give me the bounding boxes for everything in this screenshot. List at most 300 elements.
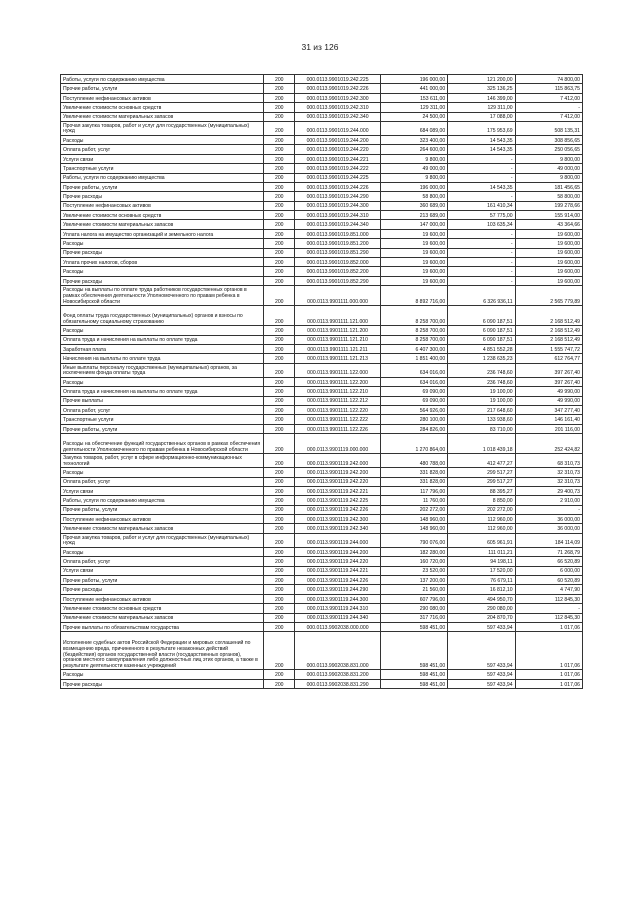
row-approved-cell: 634 016,00 [380,363,447,377]
row-remaining-cell: 2 168 512,49 [515,335,582,344]
row-kbk-cell: 000.0113.9901111.122.222 [295,415,380,424]
row-name-cell: Прочие работы, услуги [61,84,264,93]
table-row [61,112,583,121]
row-code-cell: 200 [264,248,295,257]
row-kbk-cell: 000.0113.9901019.851.290 [295,248,380,257]
row-code-cell: 200 [264,477,295,486]
row-code-cell: 200 [264,468,295,477]
row-approved-cell: 331 828,00 [380,468,447,477]
row-remaining-cell: 2 910,00 [515,496,582,505]
row-name-cell: Увеличение стоимости материальных запасов [61,220,264,229]
table-row [61,585,583,594]
row-code-cell: 200 [264,75,295,84]
row-executed-cell: 217 648,60 [448,405,515,414]
row-executed-cell: 412 477,27 [448,454,515,468]
row-code-cell: 200 [264,496,295,505]
row-code-cell: 200 [264,84,295,93]
row-executed-cell: - [448,173,515,182]
row-name-cell: Прочие расходы [61,192,264,201]
row-code-cell: 200 [264,396,295,405]
row-remaining-cell: 2 565 779,89 [515,286,582,306]
row-approved-cell: 19 600,00 [380,239,447,248]
table-row [61,276,583,285]
table-row [61,173,583,182]
table-row [61,424,583,433]
row-code-cell: 200 [264,424,295,433]
row-kbk-cell: 000.0113.9901119.242.200 [295,468,380,477]
row-code-cell: 200 [264,258,295,267]
row-kbk-cell: 000.0113.9901019.244.340 [295,220,380,229]
row-name-cell: Услуги связи [61,566,264,575]
row-kbk-cell: 000.0113.9901019.244.200 [295,135,380,144]
table-row [61,670,583,679]
row-code-cell: 200 [264,335,295,344]
row-code-cell: 200 [264,505,295,514]
row-remaining-cell: 250 056,65 [515,145,582,154]
table-row [61,164,583,173]
row-code-cell: 200 [264,434,295,454]
row-approved-cell: 19 600,00 [380,258,447,267]
row-approved-cell: 8 258 700,00 [380,306,447,326]
row-code-cell: 200 [264,566,295,575]
row-kbk-cell: 000.0113.9901119.242.300 [295,515,380,524]
row-code-cell: 200 [264,182,295,191]
row-kbk-cell: 000.0113.9901111.121.000 [295,306,380,326]
row-code-cell: 200 [264,173,295,182]
row-name-cell: Оплата труда и начисления на выплаты по оплате труда [61,335,264,344]
row-code-cell: 200 [264,211,295,220]
row-executed-cell: 1 238 635,23 [448,354,515,363]
row-name-cell: Уплата прочих налогов, сборов [61,258,264,267]
row-name-cell: Работы, услуги по содержанию имущества [61,75,264,84]
row-code-cell: 200 [264,229,295,238]
row-name-cell: Прочие работы, услуги [61,505,264,514]
table-row [61,613,583,622]
row-code-cell: 200 [264,306,295,326]
row-name-cell: Поступление нефинансовых активов [61,594,264,603]
row-name-cell: Увеличение стоимости материальных запасов [61,112,264,121]
row-approved-cell: 11 760,00 [380,496,447,505]
row-name-cell: Исполнение судебных актов Российской Федерации и мировых соглашений по возмещению вреда, причиненного в результате незаконных действий (бездействия) органов государственной власти (государственных органов), органов местного самоуправления либо должностных лиц этих органов, а также в результате деятельности казенных учреждений [61,632,264,670]
row-kbk-cell: 000.0113.9901111.000.000 [295,286,380,306]
row-remaining-cell: 308 856,65 [515,135,582,144]
row-executed-cell: 112 960,00 [448,524,515,533]
row-name-cell: Расходы [61,326,264,335]
row-approved-cell: 196 000,00 [380,75,447,84]
row-remaining-cell: - [515,604,582,613]
row-remaining-cell: 58 800,00 [515,192,582,201]
row-remaining-cell: 1 017,06 [515,622,582,631]
row-remaining-cell: 19 600,00 [515,239,582,248]
row-remaining-cell: 29 400,73 [515,486,582,495]
row-code-cell: 200 [264,145,295,154]
row-remaining-cell: 252 424,82 [515,434,582,454]
row-code-cell: 200 [264,326,295,335]
row-executed-cell: 94 198,11 [448,557,515,566]
row-kbk-cell: 000.0113.9902038.831.000 [295,632,380,670]
row-code-cell: 200 [264,220,295,229]
row-code-cell: 200 [264,135,295,144]
table-row [61,93,583,102]
row-executed-cell: 597 433,94 [448,679,515,688]
row-executed-cell: 202 272,00 [448,505,515,514]
row-name-cell: Оплата работ, услуг [61,145,264,154]
row-name-cell: Увеличение стоимости материальных запасов [61,613,264,622]
row-code-cell: 200 [264,164,295,173]
row-executed-cell: - [448,229,515,238]
row-executed-cell: 88 395,27 [448,486,515,495]
row-approved-cell: 8 258 700,00 [380,326,447,335]
row-approved-cell: 8 258 700,00 [380,335,447,344]
row-executed-cell: 8 850,00 [448,496,515,505]
table-row [61,220,583,229]
row-approved-cell: 129 311,00 [380,103,447,112]
row-executed-cell: 16 812,10 [448,585,515,594]
row-code-cell: 200 [264,93,295,102]
row-approved-cell: 598 451,00 [380,679,447,688]
row-name-cell: Расходы [61,239,264,248]
row-executed-cell: 236 748,60 [448,377,515,386]
row-code-cell: 200 [264,192,295,201]
row-approved-cell: 182 280,00 [380,547,447,556]
row-code-cell: 200 [264,454,295,468]
row-remaining-cell: 612 764,77 [515,354,582,363]
row-code-cell: 200 [264,486,295,495]
row-name-cell: Прочие расходы [61,276,264,285]
table-row [61,604,583,613]
table-row [61,103,583,112]
table-row [61,154,583,163]
row-remaining-cell: 66 520,89 [515,557,582,566]
table-row [61,468,583,477]
row-executed-cell: 6 090 187,51 [448,335,515,344]
row-kbk-cell: 000.0113.9901111.122.000 [295,363,380,377]
row-approved-cell: 202 272,00 [380,505,447,514]
row-approved-cell: 634 016,00 [380,377,447,386]
row-name-cell: Иные выплаты персоналу государственных (муниципальных) органов, за исключением фонда оплаты труда [61,363,264,377]
row-kbk-cell: 000.0113.9901119.244.340 [295,613,380,622]
row-kbk-cell: 000.0113.9901019.852.200 [295,267,380,276]
row-code-cell: 200 [264,515,295,524]
row-approved-cell: 21 560,00 [380,585,447,594]
row-kbk-cell: 000.0113.9901019.852.290 [295,276,380,285]
row-remaining-cell: 36 000,00 [515,515,582,524]
row-executed-cell: 121 200,00 [448,75,515,84]
row-executed-cell: - [448,164,515,173]
page-number: 31 из 126 [301,42,339,52]
row-name-cell: Прочие расходы [61,679,264,688]
row-code-cell: 200 [264,112,295,121]
row-kbk-cell: 000.0113.9901119.244.300 [295,594,380,603]
row-executed-cell: 14 543,35 [448,182,515,191]
table-row [61,248,583,257]
row-code-cell: 200 [264,415,295,424]
row-remaining-cell: 32 310,73 [515,477,582,486]
table-row [61,434,583,454]
row-code-cell: 200 [264,103,295,112]
table-row [61,121,583,135]
row-name-cell: Расходы на выплаты по оплате труда работников государственных органов в рамках обеспечения деятельности Уполномоченного по правам ребенка в Новосибирской области [61,286,264,306]
table-row [61,363,583,377]
row-kbk-cell: 000.0113.9901119.242.000 [295,454,380,468]
row-approved-cell: 280 100,00 [380,415,447,424]
table-row [61,75,583,84]
row-kbk-cell: 000.0113.9901019.244.222 [295,164,380,173]
row-name-cell: Прочие выплаты по обязательствам государства [61,622,264,631]
row-code-cell: 200 [264,201,295,210]
row-executed-cell: 299 517,27 [448,477,515,486]
table-row [61,594,583,603]
row-approved-cell: 317 716,00 [380,613,447,622]
row-name-cell: Увеличение стоимости основных средств [61,103,264,112]
table-row [61,267,583,276]
row-remaining-cell: 397 267,40 [515,377,582,386]
row-code-cell: 200 [264,286,295,306]
row-kbk-cell: 000.0113.9901119.244.290 [295,585,380,594]
row-kbk-cell: 000.0113.9901019.242.310 [295,103,380,112]
row-remaining-cell: - [515,103,582,112]
row-executed-cell: 605 961,91 [448,533,515,547]
row-executed-cell: 19 100,00 [448,396,515,405]
row-approved-cell: 598 451,00 [380,632,447,670]
row-remaining-cell: 184 114,09 [515,533,582,547]
row-remaining-cell: 19 600,00 [515,258,582,267]
row-kbk-cell: 000.0113.9901111.121.210 [295,335,380,344]
row-remaining-cell: 397 267,40 [515,363,582,377]
row-approved-cell: 137 200,00 [380,576,447,585]
row-approved-cell: 49 000,00 [380,164,447,173]
row-executed-cell: - [448,258,515,267]
row-approved-cell: 9 800,00 [380,154,447,163]
row-executed-cell: 83 710,00 [448,424,515,433]
row-remaining-cell: 115 863,75 [515,84,582,93]
row-code-cell: 200 [264,576,295,585]
row-name-cell: Оплата работ, услуг [61,557,264,566]
row-name-cell: Услуги связи [61,486,264,495]
table-row [61,135,583,144]
row-approved-cell: 148 960,00 [380,515,447,524]
row-code-cell: 200 [264,679,295,688]
row-approved-cell: 290 080,00 [380,604,447,613]
row-code-cell: 200 [264,557,295,566]
table-row [61,335,583,344]
row-approved-cell: 23 520,00 [380,566,447,575]
row-name-cell: Прочие работы, услуги [61,424,264,433]
row-code-cell: 200 [264,547,295,556]
row-kbk-cell: 000.0113.9901119.244.000 [295,533,380,547]
row-code-cell: 200 [264,276,295,285]
table-row [61,632,583,670]
row-approved-cell: 24 500,00 [380,112,447,121]
row-remaining-cell: 19 600,00 [515,248,582,257]
row-kbk-cell: 000.0113.9901111.122.220 [295,405,380,414]
row-name-cell: Поступление нефинансовых активов [61,93,264,102]
row-name-cell: Услуги связи [61,154,264,163]
table-row [61,192,583,201]
row-remaining-cell: 19 600,00 [515,267,582,276]
row-kbk-cell: 000.0113.9902038.831.290 [295,679,380,688]
row-name-cell: Оплата работ, услуг [61,477,264,486]
row-executed-cell: 299 517,27 [448,468,515,477]
row-remaining-cell: 181 456,65 [515,182,582,191]
row-approved-cell: 598 451,00 [380,670,447,679]
row-kbk-cell: 000.0113.9901119.244.226 [295,576,380,585]
row-remaining-cell: 32 310,73 [515,468,582,477]
row-executed-cell: - [448,276,515,285]
row-remaining-cell: 7 412,00 [515,112,582,121]
table-body [61,75,583,689]
row-approved-cell: 598 451,00 [380,622,447,631]
row-approved-cell: 58 800,00 [380,192,447,201]
row-remaining-cell: 49 000,00 [515,164,582,173]
row-approved-cell: 8 892 716,00 [380,286,447,306]
row-remaining-cell: 112 845,30 [515,594,582,603]
row-kbk-cell: 000.0113.9901119.244.220 [295,557,380,566]
row-code-cell: 200 [264,594,295,603]
row-kbk-cell: 000.0113.9901019.244.300 [295,201,380,210]
row-kbk-cell: 000.0113.9902038.000.000 [295,622,380,631]
row-remaining-cell: 7 412,00 [515,93,582,102]
row-executed-cell: 6 326 936,11 [448,286,515,306]
row-executed-cell: 597 433,94 [448,632,515,670]
row-code-cell: 200 [264,613,295,622]
row-approved-cell: 6 407 300,00 [380,344,447,353]
row-remaining-cell: 74 800,00 [515,75,582,84]
table-row [61,496,583,505]
row-approved-cell: 323 400,00 [380,135,447,144]
table-row [61,229,583,238]
row-remaining-cell: 508 135,31 [515,121,582,135]
table-row [61,505,583,514]
row-kbk-cell: 000.0113.9901119.242.221 [295,486,380,495]
row-approved-cell: 684 089,00 [380,121,447,135]
row-executed-cell: 6 090 187,51 [448,326,515,335]
row-kbk-cell: 000.0113.9901019.244.220 [295,145,380,154]
table-row [61,524,583,533]
row-executed-cell: 161 410,34 [448,201,515,210]
row-name-cell: Расходы на обеспечение функций государственных органов в рамках обеспечения деятельности Уполномоченного по правам ребенка в Новосибирской области [61,434,264,454]
row-executed-cell: 290 080,00 [448,604,515,613]
row-approved-cell: 790 076,00 [380,533,447,547]
row-executed-cell: 236 748,60 [448,363,515,377]
row-executed-cell: 6 090 187,51 [448,306,515,326]
row-code-cell: 200 [264,670,295,679]
row-approved-cell: 19 600,00 [380,276,447,285]
table-row [61,286,583,306]
row-executed-cell: 14 543,35 [448,135,515,144]
row-kbk-cell: 000.0113.9901119.242.225 [295,496,380,505]
row-name-cell: Работы, услуги по содержанию имущества [61,496,264,505]
row-approved-cell: 148 960,00 [380,524,447,533]
row-remaining-cell: 2 168 512,49 [515,306,582,326]
row-executed-cell: 76 679,11 [448,576,515,585]
row-executed-cell: 597 433,94 [448,622,515,631]
row-executed-cell: 17 520,00 [448,566,515,575]
row-kbk-cell: 000.0113.9902038.831.200 [295,670,380,679]
table-row [61,566,583,575]
row-kbk-cell: 000.0113.9901119.242.220 [295,477,380,486]
row-name-cell: Увеличение стоимости основных средств [61,604,264,613]
row-remaining-cell: 1 017,06 [515,679,582,688]
row-code-cell: 200 [264,524,295,533]
row-kbk-cell: 000.0113.9901111.122.200 [295,377,380,386]
row-name-cell: Начисления на выплаты по оплате труда [61,354,264,363]
row-name-cell: Прочие работы, услуги [61,576,264,585]
table-row [61,377,583,386]
row-remaining-cell: 60 520,89 [515,576,582,585]
row-name-cell: Фонд оплаты труда государственных (муниципальных) органов и взносы по обязательному социальному страхованию [61,306,264,326]
row-kbk-cell: 000.0113.9901019.851.200 [295,239,380,248]
row-approved-cell: 147 000,00 [380,220,447,229]
row-name-cell: Прочие расходы [61,248,264,257]
row-executed-cell: 133 938,60 [448,415,515,424]
row-executed-cell: 111 011,21 [448,547,515,556]
row-executed-cell: 1 018 439,18 [448,434,515,454]
row-code-cell: 200 [264,344,295,353]
row-name-cell: Расходы [61,670,264,679]
row-approved-cell: 1 270 864,00 [380,434,447,454]
table-row [61,182,583,191]
table-row [61,486,583,495]
row-kbk-cell: 000.0113.9901111.122.212 [295,396,380,405]
row-remaining-cell: 6 000,00 [515,566,582,575]
row-remaining-cell: 1 555 747,72 [515,344,582,353]
row-name-cell: Работы, услуги по содержанию имущества [61,173,264,182]
table-row [61,239,583,248]
row-code-cell: 200 [264,585,295,594]
row-executed-cell: 175 953,69 [448,121,515,135]
table-row [61,557,583,566]
row-remaining-cell: - [515,505,582,514]
row-kbk-cell: 000.0113.9901019.244.225 [295,173,380,182]
row-approved-cell: 19 600,00 [380,267,447,276]
row-kbk-cell: 000.0113.9901019.242.340 [295,112,380,121]
row-remaining-cell: 155 914,00 [515,211,582,220]
row-approved-cell: 331 828,00 [380,477,447,486]
row-approved-cell: 1 851 400,00 [380,354,447,363]
row-kbk-cell: 000.0113.9901111.121.211 [295,344,380,353]
row-executed-cell: 14 543,35 [448,145,515,154]
row-approved-cell: 19 600,00 [380,229,447,238]
row-executed-cell: 112 960,00 [448,515,515,524]
row-remaining-cell: 1 017,06 [515,670,582,679]
row-approved-cell: 9 800,00 [380,173,447,182]
row-remaining-cell: 49 990,00 [515,387,582,396]
row-kbk-cell: 000.0113.9901019.244.000 [295,121,380,135]
table-row [61,344,583,353]
row-remaining-cell: 146 161,40 [515,415,582,424]
row-name-cell: Расходы [61,547,264,556]
row-remaining-cell: 19 600,00 [515,276,582,285]
row-approved-cell: 69 090,00 [380,387,447,396]
row-kbk-cell: 000.0113.9901111.122.226 [295,424,380,433]
row-remaining-cell: 2 168 512,49 [515,326,582,335]
row-approved-cell: 441 000,00 [380,84,447,93]
row-name-cell: Прочие расходы [61,585,264,594]
row-name-cell: Прочая закупка товаров, работ и услуг для государственных (муниципальных) нужд [61,121,264,135]
table-row [61,454,583,468]
row-remaining-cell: 1 017,06 [515,632,582,670]
row-executed-cell: 57 775,00 [448,211,515,220]
row-executed-cell: - [448,267,515,276]
row-executed-cell: 103 635,34 [448,220,515,229]
row-remaining-cell: 9 800,00 [515,154,582,163]
row-kbk-cell: 000.0113.9901111.121.213 [295,354,380,363]
table-row [61,258,583,267]
table-row [61,533,583,547]
row-code-cell: 200 [264,239,295,248]
row-remaining-cell: 71 268,79 [515,547,582,556]
